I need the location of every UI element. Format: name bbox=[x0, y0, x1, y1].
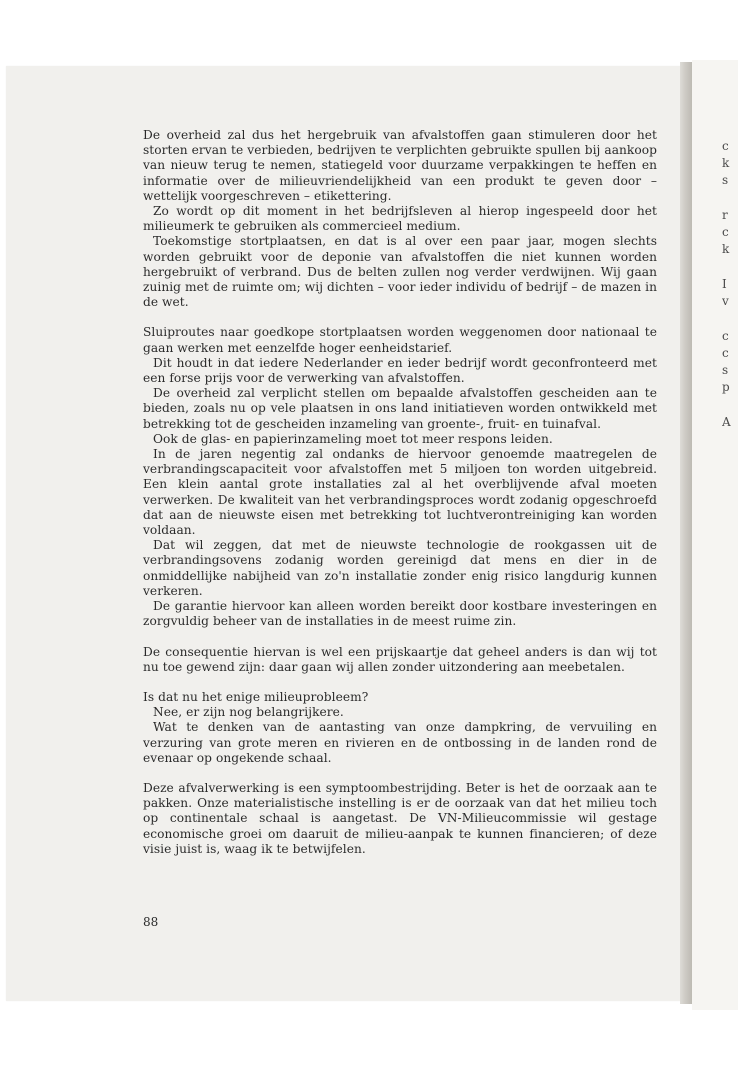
paragraph: De consequentie hiervan is wel een prijskaartje dat geheel anders is dan wij tot nu toe gewend zijn: daar gaan wij allen zonder uitzondering aan meebetalen. bbox=[143, 644, 657, 674]
book-spine-shadow bbox=[680, 62, 692, 1004]
section-1 bbox=[143, 128, 657, 310]
page-number: 88 bbox=[143, 915, 159, 929]
body-text bbox=[143, 128, 657, 857]
fragment-gap bbox=[722, 310, 738, 328]
fragment-3: r bbox=[722, 208, 728, 222]
paragraph: Sluiproutes naar goedkope stortplaatsen worden weggenomen door nationaal te gaan werken met eenzelfde hoger eenheidstarief. bbox=[143, 325, 657, 355]
paragraph: Zo wordt op dit moment in het bedrijfsleven al hierop ingespeeld door het milieumerk te gebruiken als commercieel medium. bbox=[143, 204, 657, 234]
paragraph: Ook de glas- en papierinzameling moet tot meer respons leiden. bbox=[153, 431, 553, 446]
fragment-8: c bbox=[722, 329, 729, 343]
paragraph: Dit houdt in dat iedere Nederlander en ieder bedrijf wordt geconfronteerd met een forse prijs voor de verwerking van afvalstoffen. bbox=[143, 355, 657, 386]
fragment-7: v bbox=[722, 294, 729, 308]
fragment-6: I bbox=[722, 277, 727, 291]
section-5 bbox=[143, 781, 657, 857]
fragment-4: c bbox=[722, 225, 729, 239]
fragment-12: A bbox=[722, 415, 731, 429]
fragment-11: p bbox=[722, 380, 730, 394]
next-page-text-fragments bbox=[722, 138, 738, 431]
fragment-10: s bbox=[722, 363, 729, 377]
section-2 bbox=[143, 325, 657, 629]
paragraph: Deze afvalverwerking is een symptoombestrijding. Beter is het de oorzaak aan te pakken. Onze materialistische instelling is er de oorzaak van dat het milieu toch op continentale schaal is aangetast. De VN-Milieucommissie wil gestage economische groei om daaruit de milieu-aanpak te kunnen financieren; of deze visie juist is, waag ik te betwijfelen. bbox=[143, 780, 657, 856]
paragraph: Toekomstige stortplaatsen, en dat is al over een paar jaar, mogen slechts worden gebruikt voor de deponie van afvalstoffen die niet kunnen worden hergebruikt of verbrand. Dus de belten zullen nog verder verdwijnen. Wij gaan zuinig met de ruimte om; wij dichten – voor ieder individu of bedrijf – de mazen in de wet. bbox=[143, 234, 657, 310]
fragment-9: c bbox=[722, 346, 729, 360]
paragraph: Wat te denken van de aantasting van onze dampkring, de vervuiling en verzuring van grote meren en rivieren en de ontbossing in de landen rond de evenaar op ongekende schaal. bbox=[143, 720, 657, 765]
paragraph: Is dat nu het enige milieuprobleem? bbox=[143, 689, 369, 704]
paragraph: In de jaren negentig zal ondanks de hiervoor genoemde maatregelen de verbrandingscapaciteit voor afvalstoffen met 5 miljoen ton worden uitgebreid. Een klein aantal grote installaties zal al het overblijvende afval moeten verwerken. De kwaliteit van het verbrandingsproces wordt zodanig opgeschroefd dat aan de nieuwste eisen met betrekking tot luchtverontreiniging kan worden voldaan. bbox=[143, 447, 657, 538]
fragment-5: k bbox=[722, 242, 730, 256]
fragment-1: k bbox=[722, 156, 730, 170]
paragraph: De garantie hiervoor kan alleen worden bereikt door kostbare investeringen en zorgvuldig beheer van de installaties in de meest ruime zin. bbox=[143, 599, 657, 629]
paragraph: Nee, er zijn nog belangrijkere. bbox=[153, 705, 344, 720]
section-3 bbox=[143, 645, 657, 675]
section-4 bbox=[143, 690, 657, 766]
fragment-0: c bbox=[722, 139, 729, 153]
paragraph: De overheid zal dus het hergebruik van afvalstoffen gaan stimuleren door het storten ervan te verbieden, bedrijven te verplichten gebruikte spullen bij aankoop van nieuw terug te nemen, statiegeld voor duurzame verpakkingen te heffen en informatie over de milieuvriendelijkheid van een produkt te geven door – wettelijk voorgeschreven – etikettering. bbox=[143, 128, 657, 203]
paragraph: De overheid zal verplicht stellen om bepaalde afvalstoffen gescheiden aan te bieden, zoals nu op vele plaatsen in ons land initiatieven worden ontwikkeld met betrekking tot de gescheiden inzameling van groente-, fruit- en tuinafval. bbox=[143, 386, 657, 431]
fragment-gap bbox=[722, 396, 738, 414]
fragment-2: s bbox=[722, 173, 729, 187]
fragment-gap bbox=[722, 258, 738, 276]
fragment-gap bbox=[722, 189, 738, 207]
paragraph: Dat wil zeggen, dat met de nieuwste technologie de rookgassen uit de verbrandingsovens zodanig worden gereinigd dat mens en dier in de onmiddellijke nabijheid van zo'n installatie zonder enig risico langdurig kunnen verkeren. bbox=[143, 538, 657, 598]
